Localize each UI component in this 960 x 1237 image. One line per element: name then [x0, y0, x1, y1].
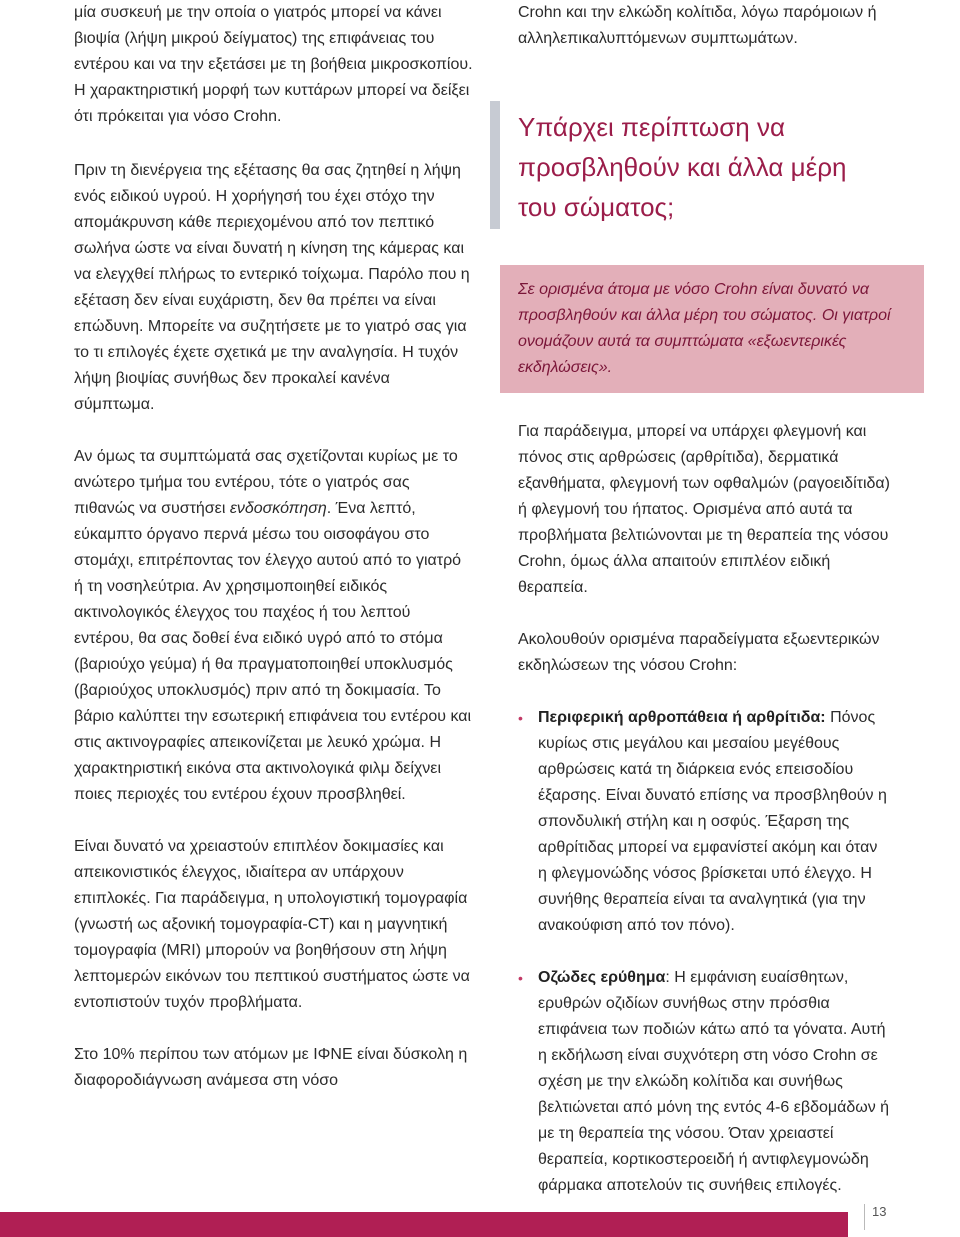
list-item-text: Πόνος κυρίως στις μεγάλου και μεσαίου μεγέθους αρθρώσεις κατά τη διάρκεια ενός επεισοδίου έξαρσης. Είναι δυνατό επίσης να προσβληθούν η σπονδυλική στήλη και η οσφύς. Έξαρση της αρθρίτιδας μπορεί να εμφανίστεί ακόμη και όταν η φλεγμονώδης νόσος βρίσκεται υπό έλεγχο. Η συνήθης θεραπεία είναι τα αναλγητικά (για την ανακούφιση από τον πόνο).: [538, 709, 887, 934]
paragraph-biopsy: μία συσκευή με την οποία ο γιατρός μπορεί να κάνει βιοψία (λήψη μικρού δείγματος) της επιφάνειας του εντέρου και να την εξετάσει με τη βοήθεια μικροσκοπίου. Η χαρακτηριστική μορφή των κυττάρων μπορεί να δείξει ότι πρόκειται για νόσο Crohn.: [74, 4, 473, 125]
paragraph-list-intro: Ακολουθούν ορισμένα παραδείγματα εξωεντερικών εκδηλώσεων της νόσου Crohn:: [518, 631, 880, 674]
callout-text: Σε ορισμένα άτομα με νόσο Crohn είναι δυνατό να προσβληθούν και άλλα μέρη του σώματος. Οι γιατροί ονομάζουν αυτά τα συμπτώματα «εξωεντερικές εκδηλώσεις».: [518, 281, 891, 376]
section-heading: Υπάρχει περίπτωση να προσβληθούν και άλλα μέρη του σώματος;: [518, 112, 847, 222]
paragraph-endoscopy-text-a: Αν όμως τα συμπτώματά σας σχετίζονται κυρίως με το ανώτερο τμήμα του εντέρου, τότε ο γιατρός σας πιθανώς να συστήσει: [74, 448, 458, 517]
paragraph-imaging: Είναι δυνατό να χρειαστούν επιπλέον δοκιμασίες και απεικονιστικός έλεγχος, ιδιαίτερα αν υπάρχουν επιπλοκές. Για παράδειγμα, η υπολογιστική τομογραφία (γνωστή ως αξονική τομογραφία-CT) και η μαγνητική τομογραφία (MRI) μπορούν να βοηθήσουν στη λήψη λεπτομερών εικόνων του πεπτικού συστήματος ώστε να εντοπιστούν τυχόν προβλήματα.: [74, 838, 470, 1011]
paragraph-examples: Για παράδειγμα, μπορεί να υπάρχει φλεγμονή και πόνος στις αρθρώσεις (αρθρίτιδα), δερματικά εξανθήματα, φλεγμονή των οφθαλμών (ραγοειδίτιδα) ή φλεγμονή του ήπατος. Ορισμένα από αυτά τα προβλήματα βελτιώνονται με τη θεραπεία της νόσου Crohn, όμως άλλα απαιτούν επιπλέον ειδική θεραπεία.: [518, 423, 890, 596]
paragraph-endoscopy: [74, 444, 474, 808]
manifestations-list: [518, 705, 890, 1199]
endoscopy-term: ενδοσκόπηση: [229, 500, 327, 517]
list-item-term: Οζώδες ερύθημα: [538, 969, 666, 986]
page-number-box: [848, 1198, 960, 1237]
section-heading-block: [518, 107, 890, 227]
list-item: [518, 965, 890, 1199]
callout-box: [500, 265, 924, 393]
paragraph-endoscopy-text-b: . Ένα λεπτό, εύκαμπτο όργανο περνά μέσω του οισοφάγου στο στομάχι, επιτρέποντας τον έλεγχο αυτού από το γιατρό ή τη νοσηλεύτρια. Αν χρησιμοποιηθεί ειδικός ακτινολογικός έλεγχος του παχέος ή του λεπτού εντέρου, θα σας δοθεί ένα ειδικό υγρό από το στόμα (βαριούχο γεύμα) ή θα πραγματοποιηθεί υποκλυσμός (βαριούχος υποκλυσμός) πριν από τη δοκιμασία. Το βάριο καλύπτει την εσωτερική επιφάνεια του εντέρου και στις ακτινογραφίες απεικονίζεται με λευκό χρώμα. Η χαρακτηριστική εικόνα στα ακτινολογικά φιλμ δείχνει ποιες περιοχές του εντέρου έχουν προσβληθεί.: [74, 500, 472, 803]
paragraph-preparation: Πριν τη διενέργεια της εξέτασης θα σας ζητηθεί η λήψη ενός ειδικού υγρού. Η χορήγησή του έχει στόχο την απομάκρυνση κάθε περιεχομένου από τον πεπτικό σωλήνα ώστε να είναι δυνατή η κίνηση της κάμερας και να ελεγχθεί πλήρως το εντερικό τοίχωμα. Παρόλο που η εξέταση δεν είναι ευχάριστη, δεν θα πρέπει να είναι επώδυνη. Μπορείτε να συζητήσετε με το γιατρό σας για το τι επιλογές έχετε σχετικά με την αναλγησία. Η τυχόν λήψη βιοψίας συνήθως δεν προκαλεί κανένα σύμπτωμα.: [74, 162, 470, 413]
paragraph-differential: Στο 10% περίπου των ατόμων με ΙΦΝΕ είναι δύσκολη η διαφοροδιάγνωση ανάμεσα στη νόσο: [74, 1046, 468, 1089]
list-item-term: Περιφερική αρθροπάθεια ή αρθρίτιδα:: [538, 709, 826, 726]
left-column: [74, 0, 474, 1094]
page-number-divider: [864, 1204, 865, 1230]
page-number: 13: [872, 1204, 887, 1219]
paragraph-continuation: Crohn και την ελκώδη κολίτιδα, λόγω παρόμοιων ή αλληλεπικαλυπτόμενων συμπτωμάτων.: [518, 4, 877, 47]
footer-bar: [0, 1212, 960, 1237]
right-column: [518, 0, 890, 1199]
list-item-text: : Η εμφάνιση ευαίσθητων, ερυθρών οζιδίων συνήθως στην πρόσθια επιφάνεια των ποδιών κάτω από τα γόνατα. Αυτή η εκδήλωση είναι συχνότερη στη νόσο Crohn σε σχέση με την ελκώδη κολίτιδα και συνήθως βελτιώνεται από μόνη της εντός 4-6 εβδομάδων ή με τη θεραπεία της νόσου. Όταν χρειαστεί θεραπεία, κορτικοστεροειδή ή αντιφλεγμονώδη φάρμακα αποτελούν τις συνήθεις επιλογές.: [538, 969, 890, 1194]
heading-accent-bar: [490, 101, 500, 229]
list-item: [518, 705, 890, 939]
